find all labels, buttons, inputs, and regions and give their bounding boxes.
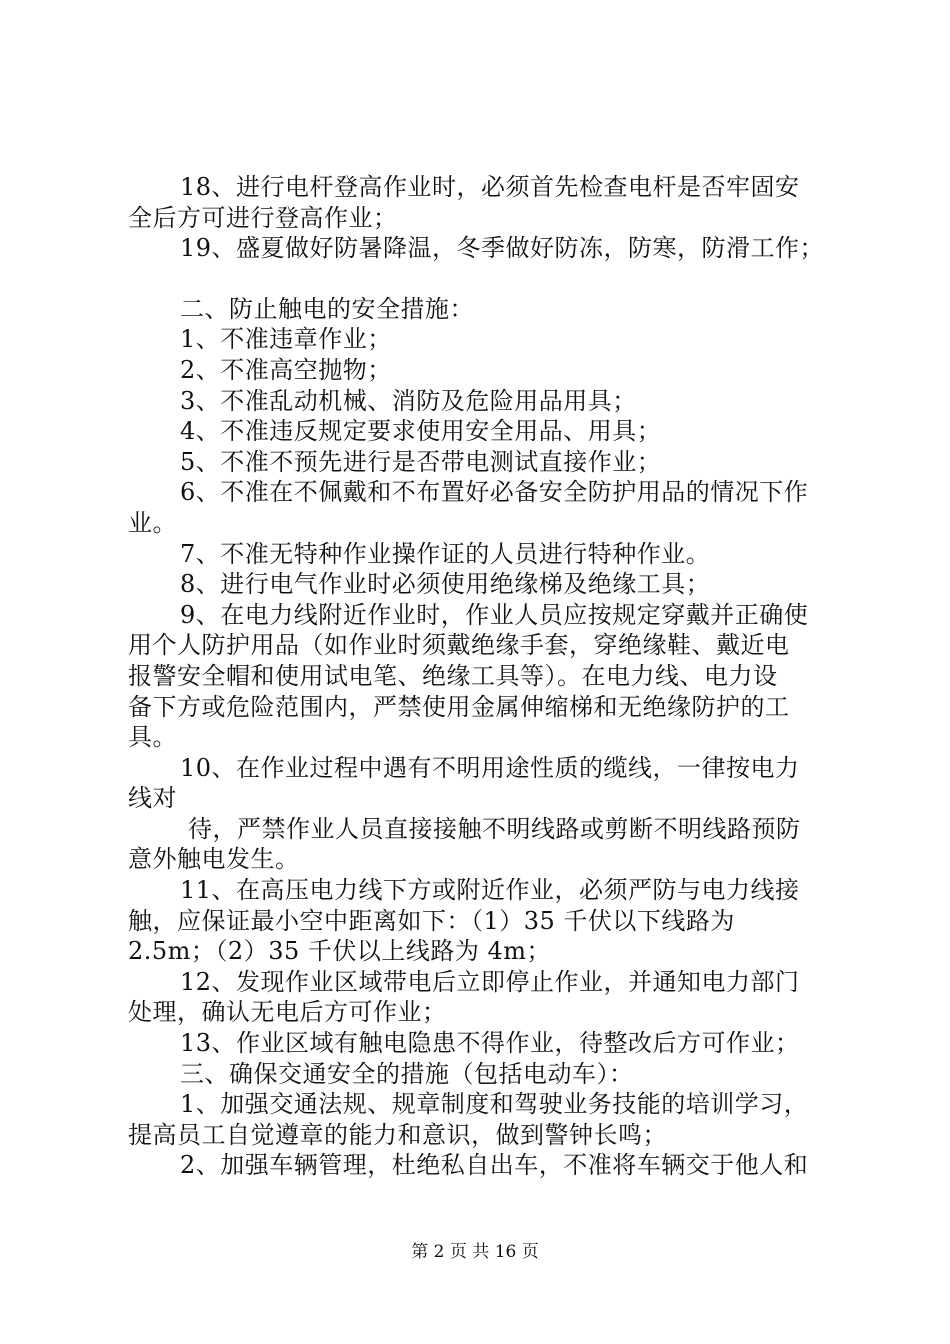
text-line: 报警安全帽和使用试电笔、绝缘工具等）。在电力线、电力设 (128, 661, 778, 690)
paragraph-gap (128, 264, 836, 294)
text-line: 8、进行电气作业时必须使用绝缘梯及绝缘工具； (180, 570, 711, 599)
text-line: 7、不准无特种作业操作证的人员进行特种作业。 (180, 539, 711, 568)
text-line: 2.5m；（2）35 千伏以上线路为 4m； (128, 937, 552, 966)
text-line: 备下方或危险范围内，严禁使用金属伸缩梯和无绝缘防护的工 (128, 692, 790, 721)
text-line: 2、不准高空抛物； (180, 355, 392, 384)
text-line: 提高员工自觉遵章的能力和意识，做到警钟长鸣； (128, 1120, 667, 1149)
text-line: 待，严禁作业人员直接接触不明线路或剪断不明线路预防 (188, 814, 801, 843)
text-line: 业。 (128, 508, 177, 537)
text-line: 具。 (128, 723, 177, 752)
text-line: 6、不准在不佩戴和不布置好必备安全防护用品的情况下作 (180, 478, 809, 507)
text-line: 3、不准乱动机械、消防及危险用品用具； (180, 386, 637, 415)
text-line: 用个人防护用品（如作业时须戴绝缘手套，穿绝缘鞋、戴近电 (128, 631, 790, 660)
text-line: 12、发现作业区域带电后立即停止作业，并通知电力部门 (180, 967, 800, 996)
text-line: 1、不准违章作业； (180, 325, 392, 354)
section-heading: 三、确保交通安全的措施（包括电动车）： (180, 1059, 634, 1088)
text-line: 18、进行电杆登高作业时，必须首先检查电杆是否牢固安 (180, 173, 800, 201)
document-body (128, 172, 836, 1181)
text-line: 13、作业区域有触电隐患不得作业，待整改后方可作业； (180, 1029, 800, 1058)
text-line: 意外触电发生。 (128, 845, 300, 874)
text-line: 处理，确认无电后方可作业； (128, 998, 447, 1027)
section-heading: 二、防止触电的安全措施： (180, 294, 474, 323)
text-line: 19、盛夏做好防暑降温，冬季做好防冻，防寒，防滑工作； (180, 234, 825, 263)
text-line: 9、在电力线附近作业时，作业人员应按规定穿戴并正确使 (180, 600, 809, 629)
text-line: 10、在作业过程中遇有不明用途性质的缆线，一律按电力 (180, 753, 800, 782)
text-line: 5、不准不预先进行是否带电测试直接作业； (180, 447, 662, 476)
text-line: 11、在高压电力线下方或附近作业，必须严防与电力线接 (180, 876, 800, 905)
text-line: 2、加强车辆管理，杜绝私自出车，不准将车辆交于他人和 (180, 1151, 809, 1180)
text-line: 4、不准违反规定要求使用安全用品、用具； (180, 417, 662, 446)
text-line: 1、加强交通法规、规章制度和驾驶业务技能的培训学习， (180, 1090, 809, 1119)
page-number-footer: 第 2 页 共 16 页 (411, 1242, 539, 1262)
text-line: 全后方可进行登高作业； (128, 203, 398, 232)
text-line: 触，应保证最小空中距离如下：（1）35 千伏以下线路为 (128, 906, 735, 935)
text-line: 线对 (128, 784, 177, 813)
